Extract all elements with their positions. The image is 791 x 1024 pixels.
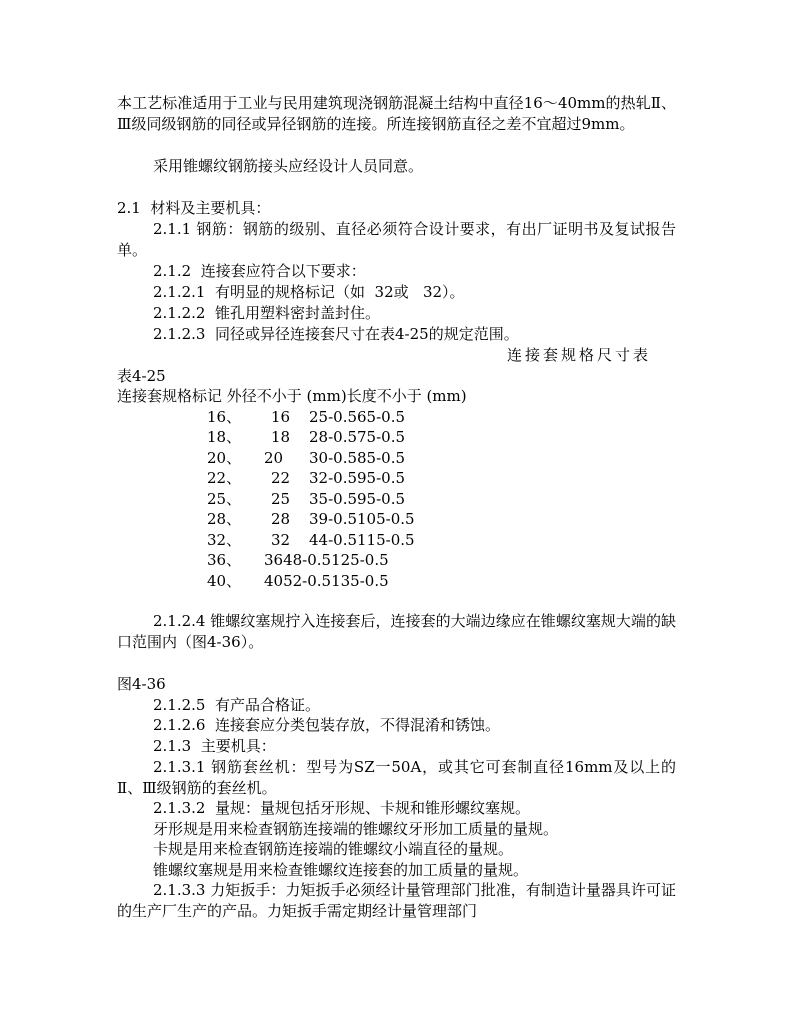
figure-label: 图4-36 bbox=[117, 675, 166, 693]
clause-2-1-2-1: 2.1.2.1 有明显的规格标记（如 32或 32）。 bbox=[153, 283, 465, 301]
clause-2-1-2-2: 2.1.2.2 锥孔用塑料密封盖封住。 bbox=[153, 304, 381, 322]
gauge-desc-1: 牙形规是用来检查钢筋连接端的锥螺纹牙形加工质量的量规。 bbox=[153, 820, 559, 838]
row-mark: 40、 bbox=[207, 572, 242, 590]
row-mark: 22、 bbox=[207, 469, 242, 487]
clause-2-1-3-3: 2.1.3.3 力矩扳手：力矩扳手必须经计量管理部门批准，有制造计量器具许可证的生产厂生产的产品。力矩扳手需定期经计量管理部门 bbox=[117, 881, 676, 920]
clause-2-1-2-4: 2.1.2.4 锥螺纹塞规拧入连接套后，连接套的大端边缘应在锥螺纹塞规大端的缺口范围内（图4-36）。 bbox=[117, 612, 676, 651]
table-title: 连接套规格尺寸表 bbox=[507, 346, 652, 364]
row-od: 18 bbox=[271, 428, 291, 446]
row-len: 32-0.595-0.5 bbox=[309, 469, 406, 487]
clause-2-1-2-5: 2.1.2.5 有产品合格证。 bbox=[153, 696, 321, 714]
row-len: 44-0.5115-0.5 bbox=[309, 531, 415, 549]
row-mark: 20、 bbox=[207, 449, 242, 467]
row-len: 35-0.595-0.5 bbox=[309, 490, 406, 508]
clause-2-1-3: 2.1.3 主要机具： bbox=[153, 737, 276, 755]
clause-2-1-3-1: 2.1.3.1 钢筋套丝机：型号为SZ一50A，或其它可套制直径16mm及以上的Ⅱ、Ⅲ级钢筋的套丝机。 bbox=[117, 758, 676, 797]
row-mark: 25、 bbox=[207, 490, 242, 508]
row-od: 16 bbox=[271, 408, 291, 426]
row-value: 3648-0.5125-0.5 bbox=[264, 551, 389, 569]
row-od: 22 bbox=[271, 469, 291, 487]
gauge-desc-2: 卡规是用来检查钢筋连接端的锥螺纹小端直径的量规。 bbox=[153, 840, 514, 858]
clause-2-1-2-3: 2.1.2.3 同径或异径连接套尺寸在表4-25的规定范围。 bbox=[153, 325, 519, 343]
table-header: 连接套规格标记 外径不小于 (mm)长度不小于 (mm) bbox=[117, 387, 467, 405]
clause-2-1-1: 2.1.1 钢筋：钢筋的级别、直径必须符合设计要求，有出厂证明书及复试报告单。 bbox=[117, 220, 676, 259]
row-mark: 16、 bbox=[207, 408, 242, 426]
row-mark: 36、 bbox=[207, 551, 242, 569]
row-mark: 32、 bbox=[207, 531, 242, 549]
clause-2-1-3-2: 2.1.3.2 量规：量规包括牙形规、卡规和锥形螺纹塞规。 bbox=[153, 799, 531, 817]
row-od: 20 bbox=[264, 449, 284, 467]
row-mark: 28、 bbox=[207, 510, 242, 528]
intro-paragraph-2: 采用锥螺纹钢筋接头应经设计人员同意。 bbox=[153, 157, 424, 175]
section-heading: 2.1 材料及主要机具： bbox=[117, 199, 271, 217]
row-value: 4052-0.5135-0.5 bbox=[264, 572, 389, 590]
row-od: 32 bbox=[271, 531, 291, 549]
row-len: 30-0.585-0.5 bbox=[309, 449, 406, 467]
row-len: 39-0.5105-0.5 bbox=[309, 510, 415, 528]
row-mark: 18、 bbox=[207, 428, 242, 446]
clause-2-1-2: 2.1.2 连接套应符合以下要求： bbox=[153, 262, 366, 280]
table-number: 表4-25 bbox=[117, 367, 166, 385]
intro-paragraph: 本工艺标准适用于工业与民用建筑现浇钢筋混凝土结构中直径16～40mm的热轧Ⅱ、Ⅲ级同级钢筋的同径或异径钢筋的连接。所连接钢筋直径之差不宜超过9mm。 bbox=[117, 94, 676, 133]
row-len: 28-0.575-0.5 bbox=[309, 428, 406, 446]
gauge-desc-3: 锥螺纹塞规是用来检查锥螺纹连接套的加工质量的量规。 bbox=[153, 861, 529, 879]
row-len: 25-0.565-0.5 bbox=[309, 408, 406, 426]
row-od: 25 bbox=[271, 490, 291, 508]
clause-2-1-2-6: 2.1.2.6 连接套应分类包装存放，不得混淆和锈蚀。 bbox=[153, 716, 501, 734]
row-od: 28 bbox=[271, 510, 291, 528]
